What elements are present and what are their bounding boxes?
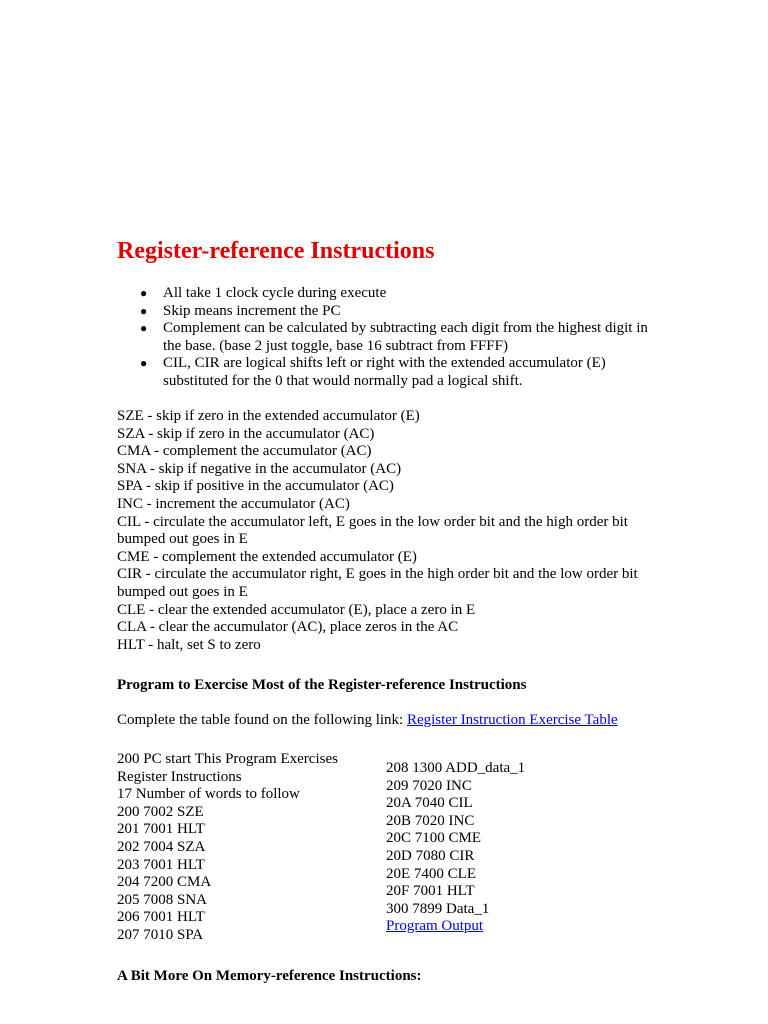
program-output-link[interactable]: Program Output [386,918,484,935]
list-item [117,355,657,390]
program-line: 207 7010 SPA [117,926,204,943]
program-line: 200 PC start This Program Exercises [117,751,338,767]
page-title: Register-reference Instructions [117,238,435,264]
program-line: 209 7020 INC [386,777,472,794]
bullet-text: Complement can be calculated by subtracting each digit from the highest digit in the base. (base 2 just toggle, base 16 subtract from FFFF) [163,320,648,354]
program-line: 20E 7400 CLE [386,865,476,882]
program-line: 206 7001 HLT [117,909,205,926]
definition-line: SZA - skip if zero in the accumulator (AC) [117,425,375,442]
bullet-text: Skip means increment the PC [163,302,341,319]
definition-line: SZE - skip if zero in the extended accumulator (E) [117,408,420,424]
definition-line: CLA - clear the accumulator (AC), place zeros in the AC [117,619,459,636]
bullet-icon: ● [140,303,148,318]
definition-line: CIL - circulate the accumulator left, E goes in the low order bit and the high order bit bumped out goes in E [117,513,628,548]
program-line: 204 7200 CMA [117,874,212,891]
bullet-text: CIL, CIR are logical shifts left or right with the extended accumulator (E) substituted for the 0 that would normally pad a logical shift. [163,355,606,389]
program-line: 201 7001 HLT [117,821,205,838]
program-line: 20A 7040 CIL [386,795,473,812]
definition-line: CIR - circulate the accumulator right, E goes in the high order bit and the low order bit bumped out goes in E [117,566,638,600]
intro-paragraph [117,712,618,730]
intro-text: Complete the table found on the following link: [117,712,407,728]
definition-line: SNA - skip if negative in the accumulator (AC) [117,460,402,477]
definition-line: SPA - skip if positive in the accumulator (AC) [117,478,394,495]
program-listing-right [386,760,636,936]
bullet-icon: ● [140,321,148,336]
program-line: 202 7004 SZA [117,838,206,855]
bullet-list [117,285,657,391]
list-item [117,303,657,321]
program-line: 20C 7100 CME [386,830,482,847]
bullet-icon: ● [140,356,148,371]
program-line: 20D 7080 CIR [386,847,475,864]
program-line: 200 7002 SZE [117,803,204,820]
memory-heading: A Bit More On Memory-reference Instructions: [117,968,422,984]
list-item [117,320,657,355]
definition-line: CLE - clear the extended accumulator (E), place a zero in E [117,601,476,618]
list-item [117,285,657,303]
bullet-icon: ● [140,286,148,300]
program-line: 300 7899 Data_1 [386,900,490,917]
exercise-table-link[interactable]: Register Instruction Exercise Table [406,712,618,728]
definition-line: CMA - complement the accumulator (AC) [117,443,372,460]
definition-line: HLT - halt, set S to zero [117,636,261,653]
program-line: 17 Number of words to follow [117,786,300,803]
program-line: 20B 7020 INC [386,812,475,829]
definition-line: INC - increment the accumulator (AC) [117,495,350,512]
bullet-text: All take 1 clock cycle during execute [163,285,387,301]
program-heading: Program to Exercise Most of the Register-reference Instructions [117,677,527,693]
program-line: 20F 7001 HLT [386,883,475,900]
program-output-row [386,918,636,936]
program-line: 208 1300 ADD_data_1 [386,760,526,776]
program-line: Register Instructions [117,768,242,785]
program-line: 205 7008 SNA [117,891,208,908]
program-line: 203 7001 HLT [117,856,205,873]
definition-line: CME - complement the extended accumulator (E) [117,548,417,565]
program-listing-left [117,751,367,945]
instruction-definitions [117,408,657,654]
